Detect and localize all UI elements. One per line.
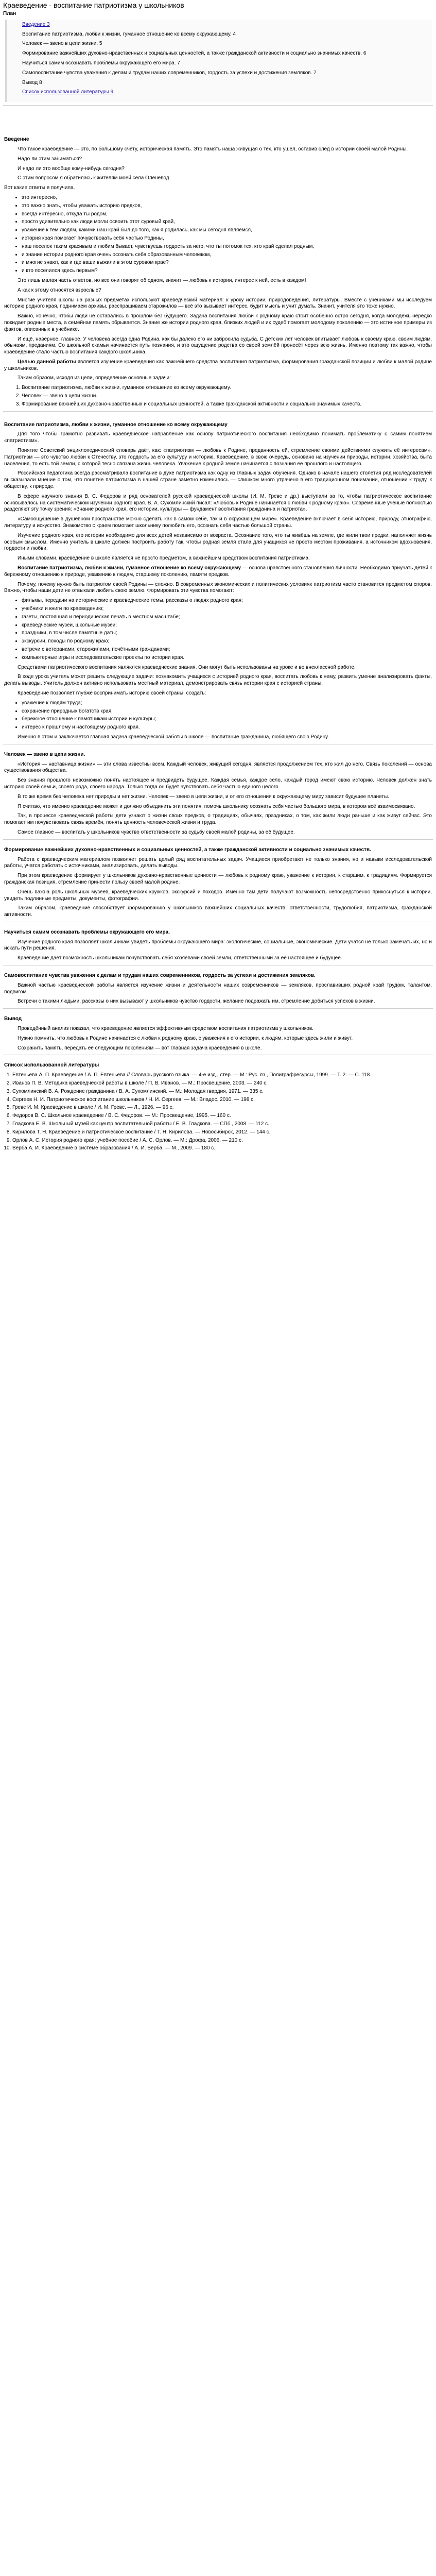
paragraph: Средствами патриотического воспитания являются краеведческие знания. Они могут быть использованы на уроке и во внеклассной работе. [18, 664, 356, 670]
paragraph: Краеведение даёт возможность школьникам почувствовать себя хозяевами своей земли, ответственными за её настоящее и будущее. [18, 955, 342, 961]
paragraph-text: является изучение краеведения как важнейшего средства воспитания патриотизма, формирования гражданской позиции и любви к малой родине у школьников. [4, 359, 432, 371]
section-heading: Научиться самим осознавать проблемы окружающего его мира. [4, 929, 170, 935]
bullet-list [4, 598, 432, 661]
paragraph: Сохранить память, передать её следующим поколениям — вот главная задача краеведения в школе. [18, 1045, 262, 1051]
section-heading: Введение [4, 137, 29, 143]
list-item: • всегда интересно, откуда ты родом, [22, 211, 432, 218]
list-item: 1. Воспитание патриотизма, любви к жизни, гуманное отношение ко всему окружающему. [22, 385, 432, 392]
list-item: • наш поселок таким красивым и любим бывает, чувствуешь гордость за него, что ты потомок тех, кто край сделал родным, [22, 244, 432, 250]
toc-link-4[interactable]: Научиться самим осознавать проблемы окружающего его мира. 7 [22, 60, 180, 66]
list-item: • встречи с ветеранами, старожилами, почётными гражданами; [22, 647, 432, 653]
reference-item: 7. Гладкова Е. В. Школьный музей как центр воспитательной работы / Е. В. Гладкова. — СПб., 2008. — 112 с. [12, 1121, 432, 1128]
paragraph: В ходе урока учитель может решить следующие задачи: познакомить учащихся с историей родного края, воспитать любовь к нему, развить умение анализировать факты, делать выводы. Учитель должен активно использовать местный материал, демонстрировать связь истории края с историей страны. [4, 674, 432, 687]
list-item: • компьютерные игры и исследовательские проекты по истории края. [22, 655, 432, 662]
reference-item: 8. Кирилова Т. Н. Краеведение и патриотическое воспитание / Т. Н. Кирилова. — Новосибирск, 2012. — 144 с. [12, 1129, 432, 1136]
paragraph: Изучение родного края, его истории необходимо для всех детей независимо от возраста. Осознание того, что ты живёшь на земле, где жили твои предки, наполняет жизнь особым смыслом. Именно учитель в школе должен построить работу так, чтобы родная земля стала для учащихся не просто местом проживания, а источником вдохновения, гордости и любви. [4, 532, 432, 552]
list-item: • уважение к людям труда; [22, 700, 432, 707]
paragraph: Надо ли этим заниматься? [18, 156, 82, 162]
toc-link-conclusion[interactable]: Вывод 8 [22, 79, 42, 86]
bold-phrase: Целью данной работы [18, 359, 76, 365]
paragraph: С этим вопросом я обратилась к жителям моей села Оленевод [18, 175, 169, 181]
section-heading: Человек — звено в цепи жизни. [4, 751, 85, 757]
paragraph: Нужно помнить, что любовь к Родине начинается с любви к родному краю, с уважения к его истории, к людям, которые здесь жили и живут. [18, 1035, 353, 1041]
paragraph: Многие учителя школы на разных предметах используют краеведческий материал: к уроку истории, природоведения, литературы. Вместе с учениками мы исследуем историю родного края, поднимаем архивы, расспрашиваем старожилов — всё это вызывает интерес, будит мысль и учит думать. Значит, учителя это тоже нужно. [4, 297, 432, 310]
paragraph [4, 359, 432, 372]
paragraph: И надо ли это вообще кому-нибудь сегодня? [18, 165, 125, 172]
toc-link-5[interactable]: Самовоспитание чувства уважения к делам и трудам наших современников, гордость за успехи и достижения земляков. 7 [22, 70, 317, 76]
list-item: • праздники, в том числе памятные даты; [22, 630, 432, 637]
list-item: • и кто поселился здесь первым? [22, 268, 432, 275]
divider [3, 105, 433, 106]
section-heading: Самовоспитание чувства уважения к делам и трудам наших современников, гордость за успехи и достижения земляков. [4, 973, 316, 979]
list-item: • экскурсии, походы по родному краю; [22, 638, 432, 645]
bullet-list [4, 195, 432, 275]
paragraph: Таким образом, краеведение способствует формированию у школьников важнейших социальных качеств: ответственности, трудолюбия, патриотизма, гражданской активности. [4, 905, 432, 918]
plan-heading: План [3, 11, 16, 16]
paragraph: Понятие Советский энциклопедический словарь даёт, как: «патриотизм — любовь к Родине, преданность ей, стремление своими действиями служить её интересам». Патриотизм — это чувство любви к Отечеству, это гордость за его культуру и историю. Краеведение, в свою очередь, основано на изучении природы, истории, хозяйства, быта населения, то есть той земли, с которой тесно связана жизнь человека. Уважение к родной земле начинается с познания её прошлого и настоящего. [4, 448, 432, 467]
section-4 [4, 929, 432, 962]
list-item: • фильмы, передачи на исторические и краеведческие темы, рассказы о людях родного края; [22, 598, 432, 604]
section-conclusion [4, 1016, 432, 1052]
reference-item: 2. Иванов П. В. Методика краеведческой работы в школе / П. В. Иванов. — М.: Просвещение, 2003. — 240 с. [12, 1080, 432, 1087]
paragraph: Проведённый анализ показал, что краеведение является эффективным средством воспитания патриотизма у школьников. [18, 1026, 313, 1032]
paragraph: «История — наставница жизни» — эти слова известны всем. Каждый человек, живущий сегодня, является продолжением тех, кто жил до него. Связь поколений — основа существования общества. [4, 761, 432, 774]
paragraph: Важно, конечно, чтобы люди не оставались в прошлом без будущего. Задача воспитания любви к родному краю стоит особенно остро сегодня, когда молодёжь нередко покидает родные места, а семейная память обрывается. Знание же истории родного края, близких людей и их судеб помогает молодому поколению — это истинное примеры из фактов, описанных в учебнике. [4, 313, 432, 332]
section-3 [4, 847, 432, 919]
paragraph: Так, в процессе краеведческой работы дети узнают о жизни своих предков, о традициях, обычаях, праздниках, о том, как жили люди раньше и как живут сейчас. Это помогает им почувствовать связь времён, понять ценность человеческой жизни и труда. [4, 813, 432, 826]
reference-item: 3. Сухомлинский В. А. Рождение гражданина / В. А. Сухомлинский. — М.: Молодая гвардия, 1971. — 335 с. [12, 1089, 432, 1095]
list-item: • это интересно, [22, 195, 432, 201]
paragraph-text: — основа нравственного становления личности. Необходимо приучать детей к бережному отношению к природе, уважению к людям, старшему поколению, памяти предков. [4, 565, 432, 578]
list-item: • краеведческие музеи, школьные музеи; [22, 622, 432, 629]
paragraph: Без знания прошлого невозможно понять настоящее и предвидеть будущее. Каждая семья, каждое село, каждый город имеют свою историю. Человек должен знать историю своей семьи, своего рода, своего народа. Только тогда он будет чувствовать себя частью единого целого. [4, 777, 432, 790]
list-item: • и знание истории родного края очень осознать себя образованным человеком, [22, 252, 432, 259]
reference-item: 5. Гревс И. М. Краеведение в школе / И. М. Гревс. — Л., 1926. — 96 с. [12, 1105, 432, 1111]
toc-link-intro[interactable]: Введение 3 [22, 21, 50, 27]
paragraph: Я считаю, что именно краеведение может и должно объединить эти понятия, помочь школьнику осознать себя частью большого мира, в котором всё взаимосвязано. [18, 803, 415, 809]
list-item: • учебники и книги по краеведению; [22, 606, 432, 613]
paragraph: Что такое краеведение — это, по большому счету, историческая память. Это память наша живущая о тех, кто ушел, оставив след в истории своей малой Родины. [18, 146, 408, 152]
divider [3, 411, 433, 412]
paragraph: Изучение родного края позволяет школьникам увидеть проблемы окружающего мира: экологические, социальные, экономические. Дети учатся не только замечать их, но и искать пути решения. [4, 939, 432, 952]
reference-item: 9. Орлов А. С. История родного края: учебное пособие / А. С. Орлов. — М.: Дрофа, 2006. — 210 с. [12, 1138, 432, 1144]
list-item: • история края помогает почувствовать себя частью Родины, [22, 235, 432, 242]
reference-item: 6. Федоров В. С. Школьное краеведение / В. С. Федоров. — М.: Просвещение, 1995. — 160 с. [12, 1113, 432, 1120]
paragraph: Вот какие ответы я получила. [4, 185, 75, 191]
list-item: • уважение к тем людям, какими наш край был до того, как я родилась, как мы сегодня являемся, [22, 227, 432, 234]
reference-item: 1. Евтеньева А. П. Краеведение / А. П. Евтеньева // Словарь русского языка. — 4-е изд., стер. — М.: Рус. яз., Полиграфресурсы, 1999. — Т. 2. — С. 118. [12, 1072, 432, 1079]
list-item: 3. Формирование важнейших духовно-нравственных и социальных ценностей, а также гражданской активности и социально значимых качеств. [22, 401, 432, 408]
paragraph: Встречи с такими людьми, рассказы о них вызывают у школьников чувство гордости, желание подражать им, стремление добиться успехов в жизни. [18, 998, 375, 1005]
paragraph: В сфере научного знания В. С. Федоров и ряд основателей русской краеведческой школы (И. М. Гревс и др.) выступали за то, чтобы патриотическое воспитание основывалось на систематическом изучении родного края. В. А. Сухомлинский писал: «Любовь к Родине начинается с любви к родному краю». Современные учёные полностью разделяют эту точку зрения: «Знание родного края, его истории, культуры — фундамент воспитания гражданина и патриота». [4, 493, 432, 513]
references-section [4, 1062, 432, 1152]
toc-link-3[interactable]: Формирование важнейших духовно-нравственных и социальных ценностей, а также гражданской активности и социально значимых качеств. 6 [22, 50, 367, 57]
list-item: • бережное отношение к памятникам истории и культуры; [22, 716, 432, 723]
toc-link-1[interactable]: Воспитание патриотизма, любви к жизни, гуманное отношение ко всему окружающему. 4 [22, 31, 236, 37]
divider [3, 1008, 433, 1009]
section-heading: Формирование важнейших духовно-нравственных и социальных ценностей, а также гражданской активности и социально значимых качеств. [4, 846, 371, 853]
paragraph: Иными словами, краеведение в школе является не просто предметом, а важнейшим средством воспитания патриотизма. [18, 555, 310, 562]
paragraph: Важной частью краеведческой работы является изучение жизни и деятельности наших современников — земляков, прославивших родной край трудом, талантом, подвигом. [4, 982, 432, 995]
paragraph: Российская педагогика всегда рассматривала воспитание в духе патриотизма как одну из главных задач обучения. Однако в начале нашего столетия ряд исследователей высказывали мнение о том, что понятие патриотизма в нашей стране заметно изменилось — слишком много утрачено в его традиционном понимании, отношении к труду, к обществу, к природе. [4, 470, 432, 490]
paragraph: При этом краеведение формирует у школьников духовно-нравственные ценности — любовь к родному краю, уважение к истории, к старшим, к традициям. Формируется гражданская позиция, стремление принести пользу своей малой родине. [4, 873, 432, 885]
paragraph: «Самоощущение в душевном пространстве можно сделать как в самом себе, так и в окружающем мире». Краеведение включает в себя историю, природу, этнографию, литературу и искусство. Знакомство с краем помогает школьнику полюбить его, осознать себя частью большой страны. [4, 516, 432, 529]
references-list [4, 1072, 432, 1152]
toc-link-refs[interactable]: Список использованной литературы 9 [22, 89, 114, 95]
list-item: • это важно знать, чтобы уважать историю предков, [22, 203, 432, 210]
section-heading: Вывод [4, 1016, 22, 1022]
bullet-list [4, 700, 432, 731]
document-title: Краеведение - воспитание патриотизма у школьников [3, 1, 184, 9]
paragraph: Это лишь малая часть ответов, но все они говорят об одном, значит — любовь к истории, интерес к ней, есть в каждом! [18, 277, 306, 283]
divider [3, 839, 433, 840]
list-item: • газеты, постоянная и периодическая печать в местном масштабе; [22, 614, 432, 621]
paragraph: Таким образом, исходя из цели, определение основные задачи: [18, 375, 171, 381]
bold-phrase: Воспитание патриотизма, любви к жизни, гуманное отношение ко всему окружающему [18, 565, 241, 571]
paragraph: Очень важна роль школьных музеев, краеведческих кружков, экскурсий и походов. Именно там дети получают возможность непосредственно прикоснуться к истории, увидеть подлинные предметы, документы, фотографии. [4, 889, 432, 902]
list-item: • просто удивительно как люди могли освоить этот суровый край, [22, 219, 432, 226]
reference-item: 10. Верба А. И. Краеведение в системе образования / А. И. Верба. — М., 2009. — 180 с. [12, 1145, 432, 1152]
list-item: 2. Человек — звено в цепи жизни. [22, 393, 432, 400]
paragraph: Краеведение позволяет глубже воспринимать историю своей страны, создать: [18, 690, 206, 696]
section-2 [4, 752, 432, 836]
task-list [4, 385, 432, 408]
section-intro [4, 137, 432, 408]
paragraph: В то же время без человека нет природы и нет жизни. Человек — звено в цепи жизни, и от его отношения к окружающему миру зависит будущее планеты. [18, 793, 389, 800]
section-heading: Список использованной литературы [4, 1062, 99, 1069]
paragraph: Именно в этом и заключается главная задача краеведческой работы в школе — воспитание гражданина, любящего свою Родину. [18, 734, 329, 740]
toc-link-2[interactable]: Человек — звено в цепи жизни. 5 [22, 41, 102, 47]
paragraph: Для того чтобы грамотно развивать краеведческое направление как основу патриотического воспитания необходимо понимать проблематику с самим понятием «патриотизм». [4, 431, 432, 444]
paragraph: И ещё, наверное, главное. У человека всегда одна Родина, как бы далеко его ни забросила судьба. С детских лет человек впитывает любовь к своему краю, своим людям, обычаям, преданиям. Со школьной скамьи начинается путь познания, и это ощущение родства со своей землёй пронесёт через всю жизнь. Именно поэтому так важно, чтобы краеведение стало частью воспитания каждого школьника. [4, 336, 432, 355]
section-1 [4, 422, 432, 741]
paragraph [4, 565, 432, 579]
list-item: • и многие знают, как и где ваши выжили в этом суровом крае? [22, 260, 432, 266]
list-item: • интерес к прошлому и настоящему родного края. [22, 724, 432, 731]
paragraph: Почему, почему нужно быть патриотом своей Родины — сложно. В современных экономических и политических условиях патриотизм часто становится предметом споров. Важно, чтобы наши дети не отвыкали любить свою землю. Формировать эти чувства помогают: [4, 581, 432, 594]
list-item: • сохранение природных богатств края; [22, 708, 432, 715]
table-of-contents [5, 20, 432, 102]
paragraph: А как к этому относятся взрослые? [18, 287, 101, 293]
paragraph: Работа с краеведческим материалом позволяет решать целый ряд воспитательных задач. Учащиеся приобретают не только знания, но и навыки исследовательской работы, учатся работать с источниками, анализировать, делать выводы. [4, 856, 432, 869]
paragraph: Самое главное — воспитать у школьников чувство ответственности за судьбу своей малой родины, за её будущее. [18, 829, 295, 835]
reference-item: 4. Сергеев Н. И. Патриотическое воспитание школьников / Н. И. Сергеев. — М.: Владос, 2010. — 198 с. [12, 1097, 432, 1104]
section-heading: Воспитание патриотизма, любви к жизни, гуманное отношение ко всему окружающему [4, 421, 228, 428]
section-5 [4, 973, 432, 1005]
